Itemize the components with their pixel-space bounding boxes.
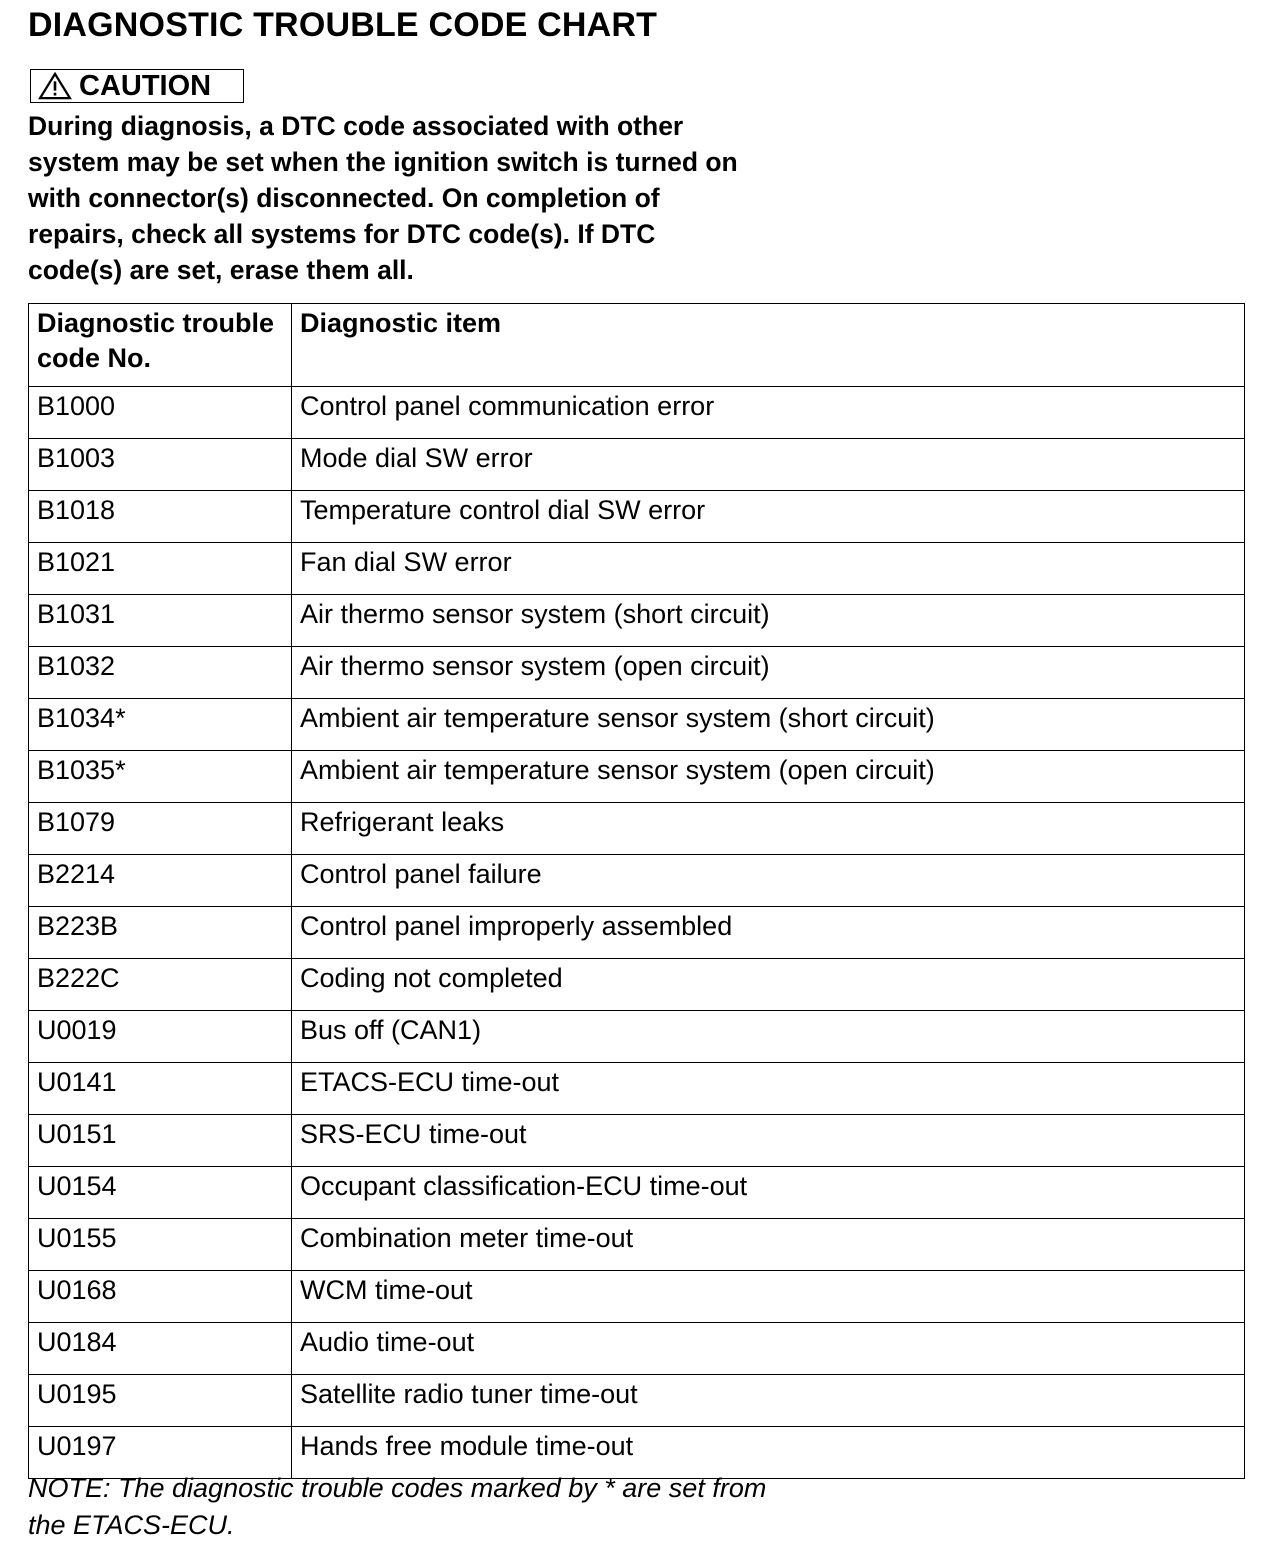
dtc-table bbox=[28, 303, 1245, 1479]
diagnostic-item: Satellite radio tuner time-out bbox=[292, 1375, 1245, 1427]
dtc-code: U0184 bbox=[29, 1323, 292, 1375]
table-row bbox=[29, 491, 1245, 543]
table-row bbox=[29, 1219, 1245, 1271]
dtc-code: U0019 bbox=[29, 1011, 292, 1063]
dtc-code: B223B bbox=[29, 907, 292, 959]
dtc-code: B1003 bbox=[29, 439, 292, 491]
table-row bbox=[29, 439, 1245, 491]
caution-label: CAUTION bbox=[79, 69, 212, 102]
diagnostic-item: Control panel communication error bbox=[292, 387, 1245, 439]
diagnostic-item: Air thermo sensor system (open circuit) bbox=[292, 647, 1245, 699]
dtc-code: U0141 bbox=[29, 1063, 292, 1115]
table-row bbox=[29, 647, 1245, 699]
diagnostic-item: Hands free module time-out bbox=[292, 1427, 1245, 1479]
dtc-code: B1079 bbox=[29, 803, 292, 855]
table-row bbox=[29, 1011, 1245, 1063]
diagnostic-item: Air thermo sensor system (short circuit) bbox=[292, 595, 1245, 647]
diagnostic-item: WCM time-out bbox=[292, 1271, 1245, 1323]
header-item: Diagnostic item bbox=[292, 304, 1245, 387]
diagnostic-item: Combination meter time-out bbox=[292, 1219, 1245, 1271]
dtc-code: U0151 bbox=[29, 1115, 292, 1167]
table-header-row bbox=[29, 304, 1245, 387]
dtc-code: U0197 bbox=[29, 1427, 292, 1479]
header-code: Diagnostic trouble code No. bbox=[29, 304, 292, 387]
dtc-code: U0155 bbox=[29, 1219, 292, 1271]
diagnostic-item: Refrigerant leaks bbox=[292, 803, 1245, 855]
table-row bbox=[29, 959, 1245, 1011]
table-row bbox=[29, 751, 1245, 803]
table-row bbox=[29, 907, 1245, 959]
dtc-code: B1035* bbox=[29, 751, 292, 803]
footnote: NOTE: The diagnostic trouble codes marked by * are set from the ETACS-ECU. bbox=[28, 1473, 767, 1540]
diagnostic-item: Mode dial SW error bbox=[292, 439, 1245, 491]
table-row bbox=[29, 543, 1245, 595]
diagnostic-item: Ambient air temperature sensor system (open circuit) bbox=[292, 751, 1245, 803]
dtc-code: B222C bbox=[29, 959, 292, 1011]
diagnostic-item: ETACS-ECU time-out bbox=[292, 1063, 1245, 1115]
table-row bbox=[29, 1375, 1245, 1427]
diagnostic-item: Occupant classification-ECU time-out bbox=[292, 1167, 1245, 1219]
diagnostic-item: Coding not completed bbox=[292, 959, 1245, 1011]
dtc-code: B1031 bbox=[29, 595, 292, 647]
table-row bbox=[29, 1323, 1245, 1375]
dtc-code: B1018 bbox=[29, 491, 292, 543]
dtc-code: U0195 bbox=[29, 1375, 292, 1427]
diagnostic-item: Control panel improperly assembled bbox=[292, 907, 1245, 959]
table-row bbox=[29, 1115, 1245, 1167]
table-row bbox=[29, 699, 1245, 751]
table-row bbox=[29, 1063, 1245, 1115]
table-body bbox=[29, 387, 1245, 1479]
dtc-code: B1021 bbox=[29, 543, 292, 595]
diagnostic-item: Audio time-out bbox=[292, 1323, 1245, 1375]
dtc-code: B1000 bbox=[29, 387, 292, 439]
dtc-code: B1034* bbox=[29, 699, 292, 751]
dtc-code: U0154 bbox=[29, 1167, 292, 1219]
table-row bbox=[29, 1167, 1245, 1219]
diagnostic-item: Fan dial SW error bbox=[292, 543, 1245, 595]
caution-box bbox=[30, 69, 244, 103]
diagnostic-item: Temperature control dial SW error bbox=[292, 491, 1245, 543]
dtc-code: B2214 bbox=[29, 855, 292, 907]
page-title: DIAGNOSTIC TROUBLE CODE CHART bbox=[28, 6, 658, 44]
dtc-code: U0168 bbox=[29, 1271, 292, 1323]
table-row bbox=[29, 1271, 1245, 1323]
table-row bbox=[29, 387, 1245, 439]
table-row bbox=[29, 855, 1245, 907]
diagnostic-item: Bus off (CAN1) bbox=[292, 1011, 1245, 1063]
diagnostic-item: Control panel failure bbox=[292, 855, 1245, 907]
dtc-code: B1032 bbox=[29, 647, 292, 699]
table-row bbox=[29, 803, 1245, 855]
table-row bbox=[29, 595, 1245, 647]
diagnostic-item: Ambient air temperature sensor system (short circuit) bbox=[292, 699, 1245, 751]
diagnostic-item: SRS-ECU time-out bbox=[292, 1115, 1245, 1167]
caution-text: During diagnosis, a DTC code associated with other system may be set when the ignition switch is turned on with connector(s) disconnected. On completion of repairs, check all systems for DTC code(s). If DTC code(s) are set, erase them all. bbox=[28, 111, 738, 285]
warning-triangle-icon bbox=[37, 72, 73, 100]
